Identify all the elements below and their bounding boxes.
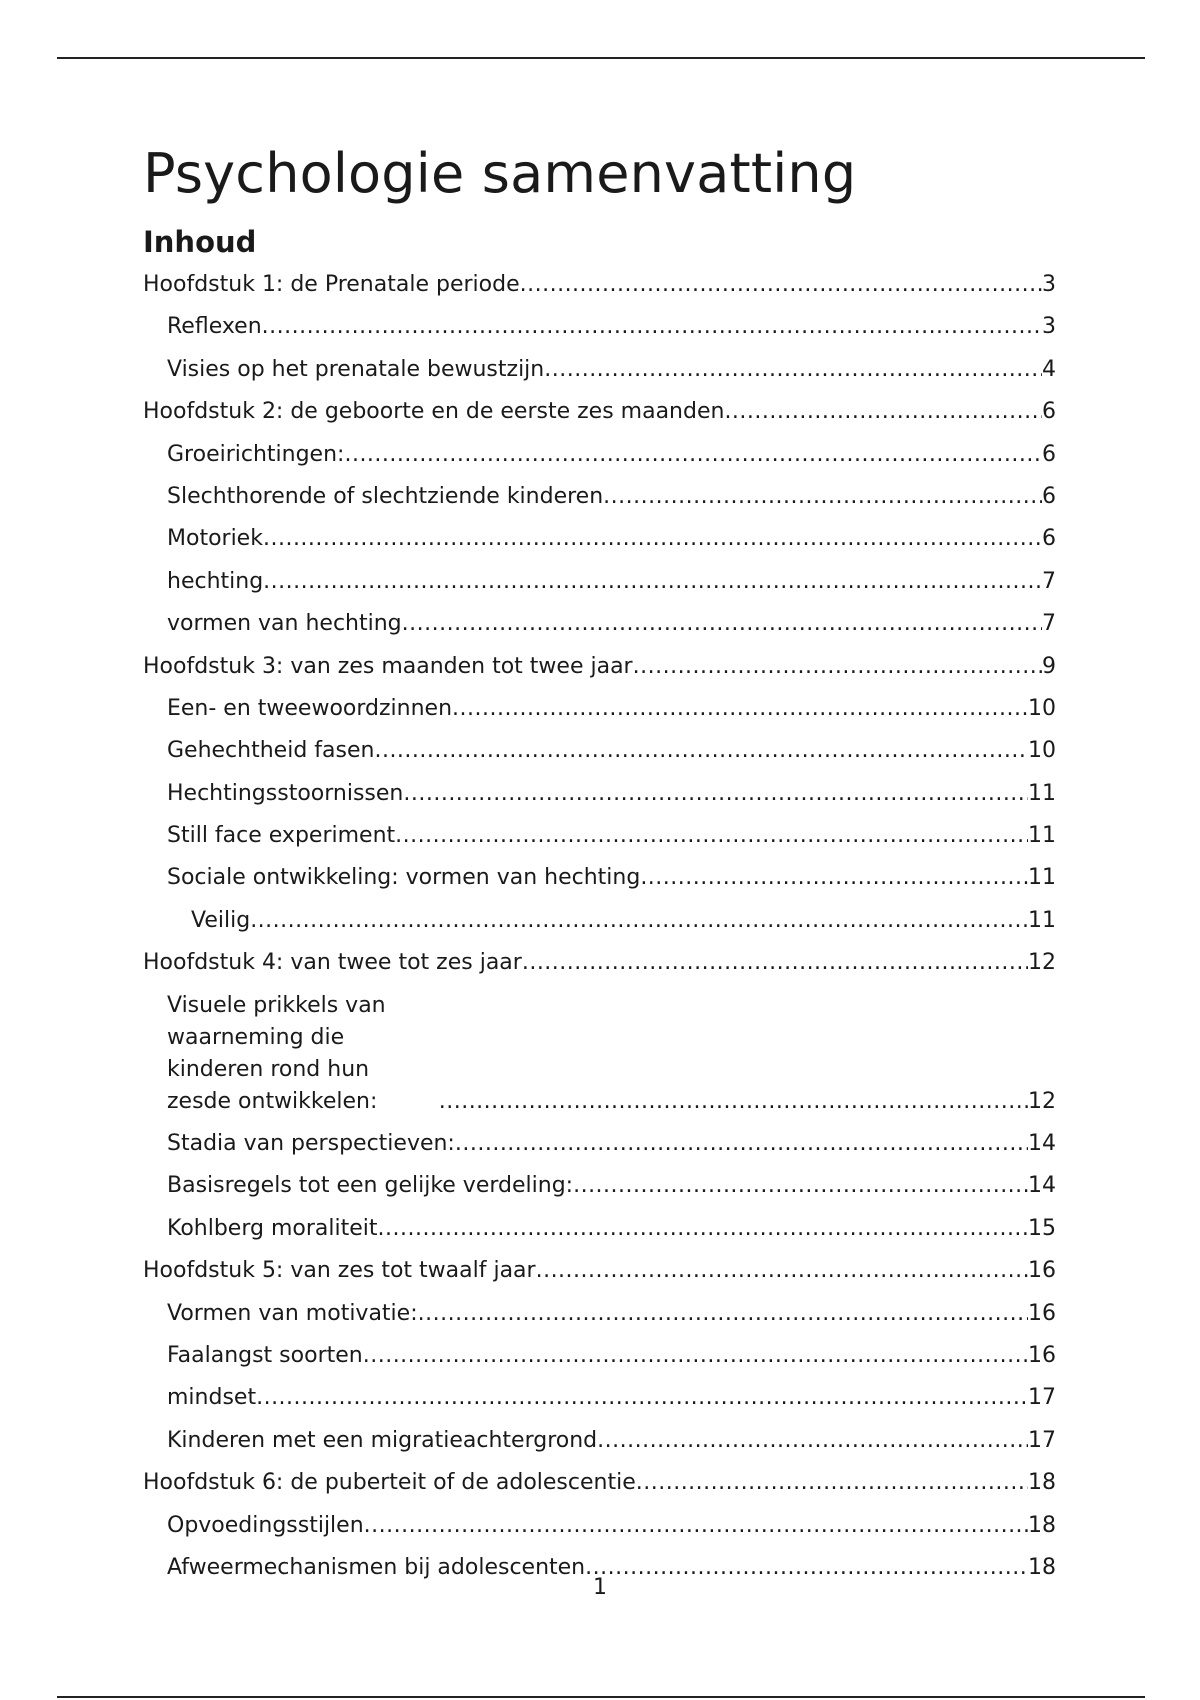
toc-entry-title: Hoofdstuk 1: de Prenatale periode [143, 272, 520, 297]
toc-entry-title: Veilig [191, 907, 251, 933]
toc-entry-title: vormen van hechting [167, 611, 402, 637]
toc-entry-page-number: 6 [1042, 399, 1056, 425]
toc-entry-title: Een- en tweewoordzinnen [167, 695, 453, 721]
toc-entry-page-number: 16 [1028, 1342, 1056, 1368]
toc-entry-title: mindset [167, 1385, 257, 1411]
toc-section-entry[interactable] [143, 1340, 1056, 1372]
toc-chapter-entry[interactable] [143, 269, 1056, 301]
page-number: 1 [593, 1575, 607, 1600]
toc-dot-leader [263, 566, 1042, 598]
page-content [143, 140, 1056, 1594]
toc-dot-leader [374, 735, 1028, 767]
toc-section-entry[interactable] [143, 990, 1056, 1118]
toc-dot-leader [378, 1213, 1028, 1245]
toc-section-entry[interactable] [143, 354, 1056, 386]
toc-chapter-entry[interactable] [143, 1467, 1056, 1499]
toc-entry-page-number: 14 [1028, 1131, 1056, 1157]
toc-entry-page-number: 7 [1042, 611, 1056, 637]
toc-section-entry[interactable] [143, 693, 1056, 725]
toc-entry-page-number: 4 [1042, 356, 1056, 382]
toc-entry-page-number: 6 [1042, 483, 1056, 509]
toc-chapter-entry[interactable] [143, 651, 1056, 683]
toc-dot-leader [573, 1170, 1028, 1202]
toc-dot-leader [724, 396, 1042, 428]
toc-entry-page-number: 11 [1028, 907, 1056, 933]
toc-entry-title: Vormen van motivatie: [167, 1300, 418, 1326]
toc-entry-title: Faalangst soorten [167, 1342, 363, 1368]
toc-entry-title: Stadia van perspectieven: [167, 1131, 455, 1157]
toc-entry-page-number: 11 [1028, 823, 1056, 849]
toc-section-entry[interactable] [143, 905, 1056, 937]
toc-entry-title: Visuele prikkels van waarneming die kinderen rond hun zesde ontwikkelen: [167, 992, 386, 1114]
toc-section-entry[interactable] [143, 1298, 1056, 1330]
toc-chapter-entry[interactable] [143, 1255, 1056, 1287]
toc-dot-leader [403, 778, 1028, 810]
toc-entry-title: Hechtingsstoornissen [167, 780, 404, 806]
toc-entry-page-number: 3 [1042, 314, 1056, 340]
toc-entry-title: Kinderen met een migratieachtergrond [167, 1427, 598, 1453]
toc-entry-page-number: 12 [1028, 950, 1056, 976]
toc-section-entry[interactable] [143, 481, 1056, 513]
toc-entry-page-number: 14 [1028, 1173, 1056, 1199]
toc-section-entry[interactable] [143, 1425, 1056, 1457]
toc-entry-title: Hoofdstuk 6: de puberteit of de adolescentie [143, 1470, 636, 1496]
toc-entry-page-number: 9 [1042, 653, 1056, 679]
toc-entry-page-number: 6 [1042, 441, 1056, 467]
header-rule [57, 57, 1145, 59]
toc-entry-title: Slechthorende of slechtziende kinderen [167, 483, 604, 509]
toc-section-entry[interactable] [143, 778, 1056, 810]
toc-entry-title: Basisregels tot een gelijke verdeling: [167, 1173, 574, 1199]
toc-chapter-entry[interactable] [143, 947, 1056, 979]
toc-dot-leader [536, 1255, 1028, 1287]
toc-entry-page-number: 18 [1028, 1470, 1056, 1496]
toc-dot-leader [363, 1340, 1028, 1372]
toc-entry-page-number: 16 [1028, 1258, 1056, 1284]
toc-dot-leader [603, 481, 1042, 513]
toc-entry-page-number: 6 [1042, 526, 1056, 552]
toc-section-entry[interactable] [143, 608, 1056, 640]
toc-section-entry[interactable] [143, 1510, 1056, 1542]
toc-entry-page-number: 17 [1028, 1427, 1056, 1453]
toc-entry-title: Hoofdstuk 5: van zes tot twaalf jaar [143, 1258, 536, 1284]
toc-section-entry[interactable] [143, 1170, 1056, 1202]
toc-entry-page-number: 12 [1028, 1088, 1056, 1114]
toc-dot-leader [544, 354, 1042, 386]
toc-entry-page-number: 7 [1042, 568, 1056, 594]
toc-dot-leader [364, 1510, 1028, 1542]
toc-entry-page-number: 10 [1028, 695, 1056, 721]
toc-entry-title: Visies op het prenatale bewustzijn [167, 356, 545, 382]
toc-entry-title: Kohlberg moraliteit [167, 1215, 378, 1241]
toc-dot-leader [439, 1086, 1028, 1118]
toc-section-entry[interactable] [143, 820, 1056, 852]
toc-entry-title: Hoofdstuk 3: van zes maanden tot twee jaar [143, 653, 633, 679]
toc-dot-leader [344, 439, 1042, 471]
toc-section-entry[interactable] [143, 439, 1056, 471]
toc-dot-leader [256, 1382, 1028, 1414]
toc-entry-page-number: 18 [1028, 1554, 1056, 1580]
footer-rule [57, 1696, 1145, 1698]
toc-entry-page-number: 10 [1028, 738, 1056, 764]
toc-section-entry[interactable] [143, 523, 1056, 555]
toc-dot-leader [522, 947, 1028, 979]
toc-dot-leader [395, 820, 1028, 852]
toc-section-entry[interactable] [143, 735, 1056, 767]
toc-entry-page-number: 16 [1028, 1300, 1056, 1326]
toc-dot-leader [250, 905, 1028, 937]
toc-entry-title: Motoriek [167, 526, 263, 552]
toc-section-entry[interactable] [143, 1128, 1056, 1160]
toc-entry-title: Reflexen [167, 314, 262, 340]
toc-entry-title: hechting [167, 568, 264, 594]
toc-entry-title: Afweermechanismen bij adolescenten [167, 1554, 586, 1580]
toc-entry-page-number: 15 [1028, 1215, 1056, 1241]
toc-dot-leader [262, 311, 1042, 343]
toc-entry-title: Opvoedingsstijlen [167, 1512, 364, 1538]
toc-dot-leader [452, 693, 1028, 725]
toc-section-entry[interactable] [143, 311, 1056, 343]
toc-dot-leader [636, 1467, 1028, 1499]
toc-entry-page-number: 11 [1028, 865, 1056, 891]
toc-dot-leader [640, 862, 1028, 894]
toc-entry-title: Still face experiment [167, 823, 396, 849]
toc-section-entry[interactable] [143, 1213, 1056, 1245]
toc-dot-leader [455, 1128, 1028, 1160]
table-of-contents [143, 269, 1056, 1584]
toc-heading: Inhoud [143, 225, 257, 259]
toc-entry-title: Gehechtheid fasen [167, 738, 375, 764]
toc-dot-leader [418, 1298, 1028, 1330]
toc-dot-leader [597, 1425, 1028, 1457]
toc-section-entry[interactable] [143, 1382, 1056, 1414]
toc-chapter-entry[interactable] [143, 396, 1056, 428]
toc-entry-title: Hoofdstuk 4: van twee tot zes jaar [143, 950, 522, 976]
toc-dot-leader [263, 523, 1042, 555]
toc-dot-leader [402, 608, 1042, 640]
toc-entry-page-number: 11 [1028, 780, 1056, 806]
toc-section-entry[interactable] [143, 566, 1056, 598]
toc-dot-leader [633, 651, 1042, 683]
document-title: Psychologie samenvatting [143, 142, 857, 205]
toc-entry-title: Hoofdstuk 2: de geboorte en de eerste zes maanden [143, 399, 725, 425]
toc-section-entry[interactable] [143, 862, 1056, 894]
toc-entry-title: Sociale ontwikkeling: vormen van hechting [167, 865, 641, 891]
toc-entry-title: Groeirichtingen: [167, 441, 345, 467]
toc-entry-page-number: 3 [1042, 272, 1056, 297]
toc-dot-leader [520, 269, 1042, 301]
toc-entry-page-number: 18 [1028, 1512, 1056, 1538]
toc-entry-page-number: 17 [1028, 1385, 1056, 1411]
